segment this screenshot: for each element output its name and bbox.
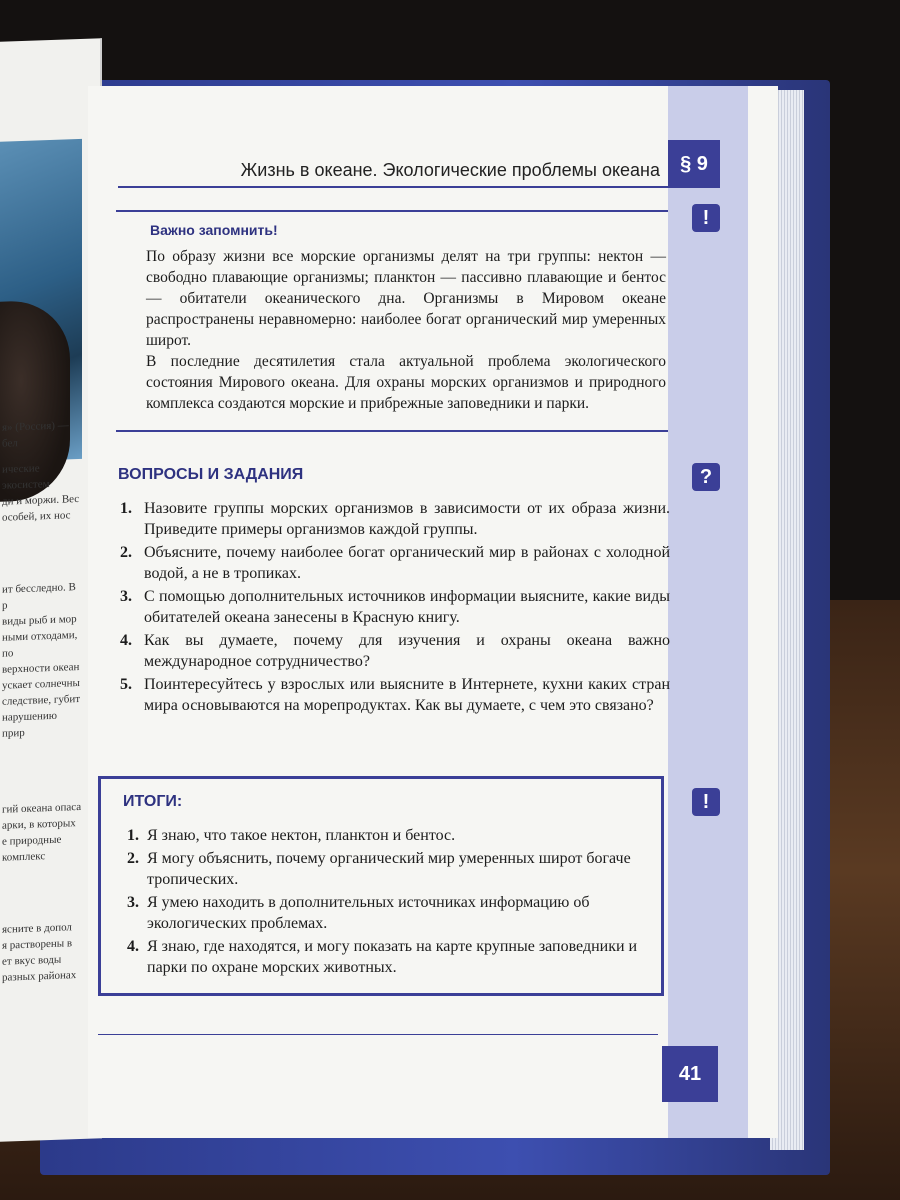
question-item (110, 586, 670, 628)
left-line: ит бесследно. В р (2, 581, 76, 612)
question-number: 5. (120, 676, 132, 693)
question-item (110, 498, 670, 540)
left-text-block-b (2, 579, 82, 742)
question-number: 2. (120, 544, 132, 561)
walrus-photo (0, 139, 82, 462)
margin-strip (668, 86, 748, 1138)
left-line: разных районах (2, 969, 77, 984)
left-line: нарушению прир (2, 709, 57, 740)
result-number: 3. (127, 894, 139, 911)
left-line: я растворены в (2, 937, 73, 952)
footer-divider (98, 1034, 658, 1035)
left-line: особей, их нос (2, 509, 71, 524)
question-item (110, 542, 670, 584)
question-icon: ? (692, 463, 720, 491)
left-line: верхности океан (2, 661, 80, 676)
left-line: ными отходами, по (2, 629, 78, 660)
result-text: Я умею находить в дополнительных источниках информацию об экологических проблемах. (147, 894, 590, 932)
left-line: ясните в допол (2, 921, 72, 936)
left-line: виды рыб и мор (2, 613, 77, 628)
header-divider (118, 186, 668, 188)
question-item (110, 630, 670, 672)
page-number: 41 (662, 1046, 718, 1102)
question-text: Поинтересуйтесь у взрослых или выясните в Интернете, кухни каких стран мира основываются на морепродуктах. Как вы думаете, с чем это связано? (144, 676, 670, 714)
question-item (110, 674, 670, 716)
question-number: 3. (120, 588, 132, 605)
left-line: ические экосистем (2, 462, 50, 492)
question-number: 1. (120, 500, 132, 517)
result-text: Я знаю, что такое нектон, планктон и бентос. (147, 827, 456, 844)
questions-title: ВОПРОСЫ И ЗАДАНИЯ (118, 466, 304, 483)
question-text: Объясните, почему наиболее богат органический мир в районах с холодной водой, а не в тропиках. (144, 544, 670, 582)
left-line: е природные комплекс (2, 833, 62, 864)
important-paragraph: В последние десятилетия стала актуальной проблема экологического состояния Мирового океана. Для охраны морских организмов и природного комплекса создаются морские и прибрежные заповедники и парки. (146, 353, 666, 412)
left-line: ет вкус воды (2, 953, 62, 968)
result-item (119, 848, 647, 890)
question-text: С помощью дополнительных источников информации выясните, какие виды обитателей океана занесены в Красную книгу. (144, 588, 670, 626)
left-line: ускает солнечны (2, 676, 80, 692)
section-tab: § 9 (668, 140, 720, 188)
result-number: 2. (127, 850, 139, 867)
result-number: 4. (127, 938, 139, 955)
left-line: арки, в которых (2, 817, 76, 832)
left-line: следствие, губит (2, 692, 81, 708)
exclamation-icon: ! (692, 204, 720, 232)
result-item (119, 825, 647, 846)
result-item (119, 892, 647, 934)
left-text-block-c (2, 799, 82, 866)
results-title: ИТОГИ: (123, 793, 183, 810)
important-box (116, 210, 668, 432)
question-text: Как вы думаете, почему для изучения и охраны океана важно международное сотрудничество? (144, 632, 670, 670)
important-paragraph: По образу жизни все морские организмы делят на три группы: нектон — свободно плавающие организмы; планктон — пассивно плавающие и бентос — обитатели океанического дна. Организмы в Мировом океане распространены неравномерно: наиболее богат органический мир умеренных широт. (146, 248, 666, 349)
left-text-block-d (2, 919, 82, 986)
result-item (119, 936, 647, 978)
results-box (98, 776, 664, 996)
left-line: ди и моржи. Вес (2, 493, 80, 508)
left-line: гий океана опаса (2, 800, 82, 816)
result-number: 1. (127, 827, 139, 844)
result-text: Я знаю, где находятся, и могу показать на карте крупные заповедники и парки по охране морских животных. (147, 938, 638, 976)
question-text: Назовите группы морских организмов в зависимости от их образа жизни. Приведите примеры организмов каждой группы. (144, 500, 670, 538)
result-text: Я могу объяснить, почему органический мир умеренных широт богаче тропических. (147, 850, 631, 888)
left-caption: я» (Россия) — бел (2, 419, 69, 450)
important-title: Важно запомнить! (150, 222, 278, 238)
important-text (146, 246, 666, 414)
questions-list (110, 498, 670, 718)
question-number: 4. (120, 632, 132, 649)
left-page (0, 38, 102, 1142)
left-text-block-a (2, 459, 82, 526)
exclamation-icon: ! (692, 788, 720, 816)
results-list (119, 825, 647, 980)
page-title: Жизнь в океане. Экологические проблемы океана (240, 160, 660, 180)
